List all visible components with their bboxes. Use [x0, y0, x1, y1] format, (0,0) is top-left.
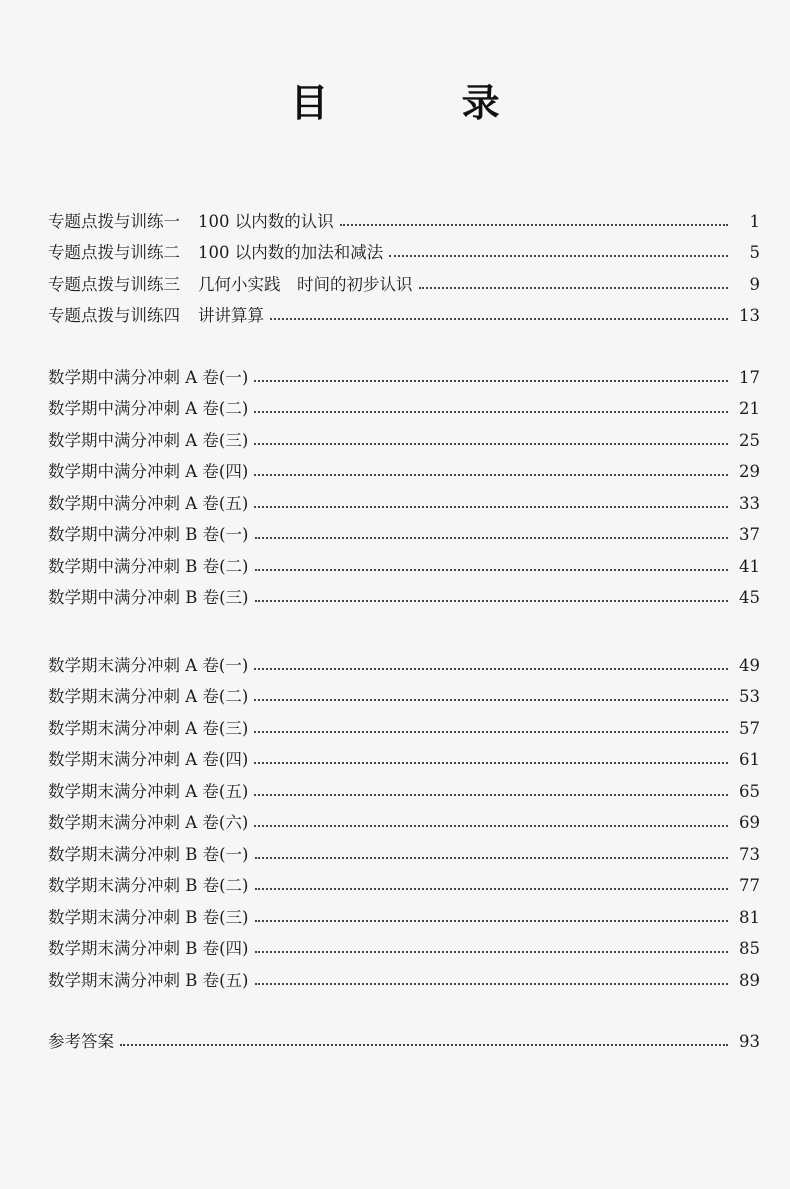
toc-entry-page-number: 65 — [739, 781, 760, 801]
toc-entry-title: 数学期中满分冲刺 A 卷(二) — [48, 399, 249, 418]
toc-entry-title: 数学期末满分冲刺 A 卷(一) — [48, 655, 249, 675]
toc-entry-page-number: 21 — [739, 399, 760, 418]
dot-leader — [254, 410, 728, 413]
dot-leader — [254, 505, 728, 508]
toc-entry-subtitle: 几何小实践 时间的初步认识 — [198, 274, 413, 294]
toc-entry-title: 数学期末满分冲刺 B 卷(二) — [48, 876, 249, 895]
toc-entry[interactable] — [48, 419, 760, 451]
toc-entry-label — [48, 368, 254, 388]
toc-entry-page-number: 69 — [739, 813, 760, 832]
toc-entry-page-number: 53 — [739, 687, 760, 706]
toc-entry-title: 数学期末满分冲刺 A 卷(三) — [48, 718, 249, 738]
toc-entry-label — [48, 1032, 120, 1052]
toc-entry[interactable] — [48, 770, 760, 802]
toc-entry-title: 专题点拨与训练三 — [48, 274, 180, 294]
toc-entry-page-number: 29 — [739, 462, 760, 481]
toc-entry[interactable] — [48, 356, 760, 388]
dot-leader — [120, 1043, 728, 1046]
toc-entry-label — [48, 813, 254, 833]
toc-entry-page-number: 5 — [749, 243, 760, 262]
toc-entry-page-number: 25 — [739, 430, 760, 450]
toc-entry-page-number: 13 — [739, 306, 760, 325]
dot-leader — [255, 599, 729, 602]
toc-entry-label — [48, 876, 255, 896]
dot-leader — [254, 473, 728, 476]
dot-leader — [254, 824, 728, 827]
dot-leader — [340, 223, 728, 226]
toc-entry-title: 数学期中满分冲刺 A 卷(四) — [48, 462, 249, 481]
dot-leader — [255, 568, 729, 571]
toc-entry[interactable] — [48, 928, 760, 960]
toc-entry-title: 数学期末满分冲刺 B 卷(四) — [48, 939, 249, 958]
toc-entry-label — [48, 306, 270, 326]
toc-entry-title: 数学期末满分冲刺 A 卷(四) — [48, 750, 249, 769]
page-title: 目 录 — [290, 81, 560, 125]
toc-entry-label — [48, 750, 254, 770]
toc-entry[interactable] — [48, 959, 760, 991]
dot-leader — [254, 667, 728, 670]
toc-entry-label — [48, 939, 255, 959]
toc-entry-label — [48, 212, 340, 232]
toc-entry[interactable] — [48, 451, 760, 483]
toc-entry-label — [48, 908, 255, 928]
toc-entry-subtitle: 讲讲算算 — [198, 306, 264, 325]
toc-entry-label — [48, 462, 254, 482]
toc-entry-page-number: 77 — [739, 876, 760, 895]
toc-group-final — [48, 644, 760, 991]
toc-entry-label — [48, 782, 254, 802]
toc-entry[interactable] — [48, 295, 760, 327]
toc-entry-label — [48, 656, 254, 676]
toc-entry[interactable] — [48, 514, 760, 546]
toc-entry-title: 数学期中满分冲刺 B 卷(一) — [48, 525, 249, 544]
toc-entry-label — [48, 399, 254, 419]
dot-leader — [419, 286, 729, 289]
toc-entry-title: 数学期末满分冲刺 B 卷(五) — [48, 970, 249, 990]
toc-entry-label — [48, 494, 254, 514]
toc-entry[interactable] — [48, 865, 760, 897]
toc-entry-page-number: 17 — [739, 367, 760, 387]
dot-leader — [255, 887, 729, 890]
toc-entry-page-number: 57 — [739, 718, 760, 738]
toc-entry-title: 数学期末满分冲刺 A 卷(六) — [48, 813, 249, 832]
toc-entry[interactable] — [48, 545, 760, 577]
dot-leader — [254, 379, 728, 382]
toc-entry-subtitle: 100 以内数的加法和减法 — [198, 243, 384, 262]
toc-entry-title: 参考答案 — [48, 1031, 114, 1051]
dot-leader — [389, 254, 728, 257]
toc-entry-title: 专题点拨与训练一 — [48, 211, 180, 231]
toc-entry-label — [48, 719, 254, 739]
toc-entry-page-number: 61 — [739, 750, 760, 769]
toc-entry-page-number: 33 — [739, 493, 760, 513]
toc-entry-page-number: 41 — [739, 556, 760, 576]
toc-entry-page-number: 81 — [739, 907, 760, 927]
toc-entry[interactable] — [48, 739, 760, 771]
toc-group-midterm — [48, 356, 760, 608]
toc-entry-title: 专题点拨与训练二 — [48, 243, 180, 262]
toc-entry-label — [48, 971, 255, 991]
toc-entry-label — [48, 275, 419, 295]
toc-entry[interactable] — [48, 707, 760, 739]
toc-entry[interactable] — [48, 232, 760, 264]
toc-entry-page-number: 37 — [739, 525, 760, 544]
toc-group-topics — [48, 200, 760, 326]
toc-entry-page-number: 45 — [739, 588, 760, 607]
toc-entry[interactable] — [48, 482, 760, 514]
toc-entry-label — [48, 687, 254, 707]
toc-entry[interactable] — [48, 1020, 760, 1052]
toc-entry-label — [48, 557, 255, 577]
toc-entry[interactable] — [48, 676, 760, 708]
toc-entry-title: 数学期末满分冲刺 A 卷(五) — [48, 781, 249, 801]
toc-entry-title: 数学期末满分冲刺 B 卷(三) — [48, 907, 249, 927]
toc-entry[interactable] — [48, 833, 760, 865]
toc-entry[interactable] — [48, 200, 760, 232]
toc-entry[interactable] — [48, 263, 760, 295]
dot-leader — [255, 982, 729, 985]
dot-leader — [254, 793, 728, 796]
toc-entry-title: 数学期中满分冲刺 B 卷(三) — [48, 588, 249, 607]
dot-leader — [255, 856, 729, 859]
dot-leader — [254, 730, 728, 733]
dot-leader — [270, 317, 728, 320]
dot-leader — [255, 950, 729, 953]
dot-leader — [255, 536, 729, 539]
toc-entry-label — [48, 243, 389, 263]
toc-entry-label — [48, 845, 255, 865]
toc-entry-title: 数学期中满分冲刺 A 卷(一) — [48, 367, 249, 387]
toc-entry-title: 数学期中满分冲刺 A 卷(三) — [48, 430, 249, 450]
dot-leader — [254, 442, 728, 445]
dot-leader — [254, 698, 728, 701]
toc-entry[interactable] — [48, 388, 760, 420]
toc-entry-title: 数学期末满分冲刺 A 卷(二) — [48, 687, 249, 706]
toc-entry-page-number: 9 — [749, 274, 760, 294]
toc-entry-page-number: 73 — [739, 844, 760, 864]
toc-entry-subtitle: 100 以内数的认识 — [198, 211, 334, 231]
toc-entry-page-number: 89 — [739, 970, 760, 990]
dot-leader — [254, 761, 728, 764]
toc-group-answers — [48, 1020, 760, 1052]
toc-entry-page-number: 85 — [739, 939, 760, 958]
toc-entry-title: 专题点拨与训练四 — [48, 306, 180, 325]
toc-entry-label — [48, 525, 255, 545]
toc-entry[interactable] — [48, 802, 760, 834]
toc-entry-page-number: 1 — [749, 211, 760, 231]
dot-leader — [255, 919, 729, 922]
toc-entry[interactable] — [48, 577, 760, 609]
toc-entry-label — [48, 588, 255, 608]
toc-entry-page-number: 93 — [739, 1031, 760, 1051]
toc-entry-title: 数学期末满分冲刺 B 卷(一) — [48, 844, 249, 864]
toc-entry-page-number: 49 — [739, 655, 760, 675]
toc-entry-title: 数学期中满分冲刺 A 卷(五) — [48, 493, 249, 513]
toc-entry[interactable] — [48, 644, 760, 676]
toc-entry[interactable] — [48, 896, 760, 928]
toc-entry-title: 数学期中满分冲刺 B 卷(二) — [48, 556, 249, 576]
toc-entry-label — [48, 431, 254, 451]
